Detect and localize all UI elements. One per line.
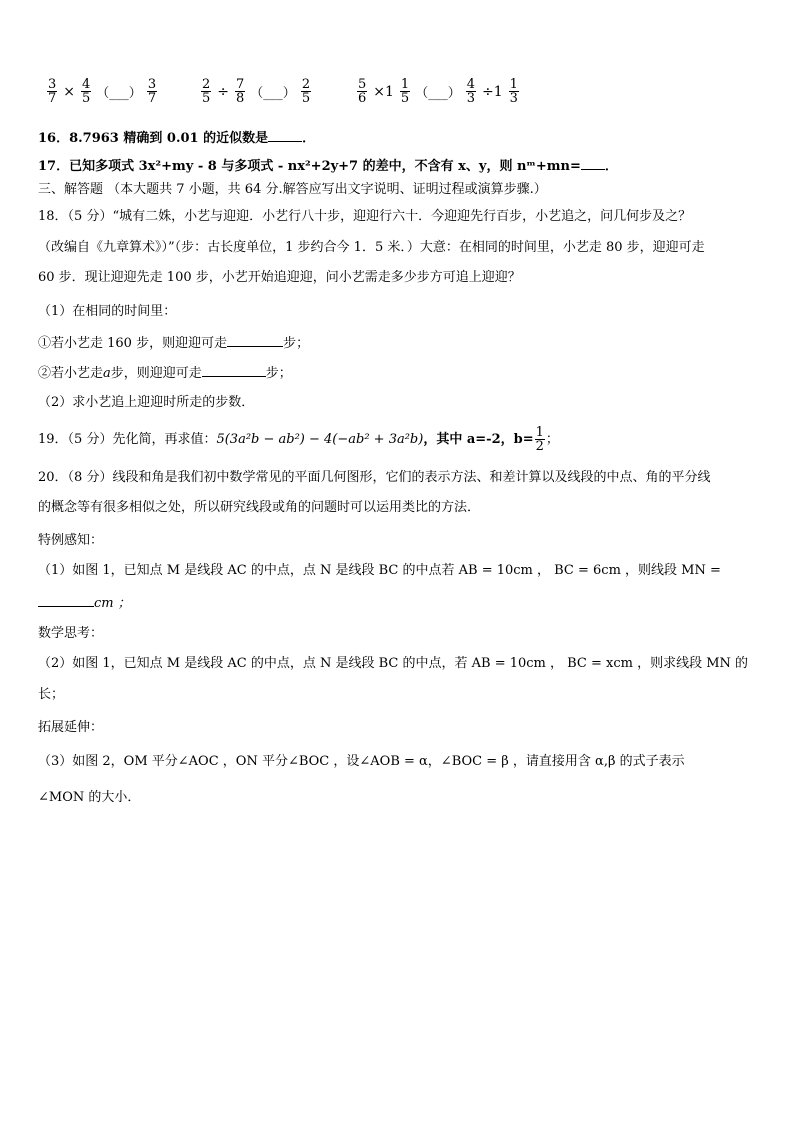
question-20-line-2: 的概念等有很多相似之处，所以研究线段或角的问题时可以运用类比的方法． bbox=[38, 500, 481, 515]
fraction: $\frac{1}{2}$ bbox=[535, 425, 544, 454]
comparison-1 bbox=[46, 78, 158, 105]
fraction: $\frac{2}{5}$ bbox=[301, 77, 311, 106]
question-18-part-2: （2）求小艺追上迎迎时所走的步数． bbox=[38, 395, 255, 410]
subheading-1: 特例感知： bbox=[38, 533, 104, 548]
question-20-part-3-line-2: ∠MON 的大小． bbox=[38, 790, 141, 805]
answer-blank[interactable]: （___） bbox=[415, 86, 461, 101]
operator: × bbox=[63, 83, 76, 100]
variable-a: a bbox=[103, 366, 111, 381]
question-18-part-1: （1）在相同的时间里： bbox=[38, 304, 177, 319]
fraction: $\frac{1}{5}$ bbox=[400, 77, 410, 106]
question-19: 19．（5 分）先化简，再求值： 5(3a²b − ab²) − 4(−ab² + 3a²b) ，其中 a=-2，b= $\frac{1}{2}$ ； bbox=[38, 425, 559, 454]
operator: ÷1 bbox=[482, 83, 503, 100]
fraction: $\frac{4}{5}$ bbox=[82, 77, 91, 106]
comparison-2 bbox=[200, 78, 312, 105]
operator: ×1 bbox=[373, 83, 394, 100]
fraction: $\frac{7}{8}$ bbox=[236, 77, 245, 106]
answer-blank[interactable]: （___） bbox=[250, 86, 296, 101]
answer-blank[interactable] bbox=[38, 592, 94, 607]
operator: ÷ bbox=[217, 83, 230, 100]
question-20-line-1: 20．（8 分）线段和角是我们初中数学常见的平面几何图形，它们的表示方法、和差计算以及线段的中点、角的平分线 bbox=[38, 470, 711, 485]
fraction: $\frac{4}{3}$ bbox=[466, 77, 475, 106]
question-20-part-3-line-1: （3）如图 2，OM 平分∠AOC ，ON 平分∠BOC ，设∠AOB = α，∠BOC = β ，请直接用含 α,β 的式子表示 bbox=[38, 754, 685, 769]
question-18-part-1b: ②若小艺走a步，则迎迎可走 步； bbox=[38, 362, 758, 384]
question-20-part-2-line-1: （2）如图 1，已知点 M 是线段 AC 的中点，点 N 是线段 BC 的中点，若 AB = 10cm ， BC = xcm ，则求线段 MN 的 bbox=[38, 656, 749, 671]
question-20-part-1: （1）如图 1，已知点 M 是线段 AC 的中点，点 N 是线段 BC 的中点若 AB = 10cm ， BC = 6cm ，则线段 MN = bbox=[38, 563, 721, 578]
question-18-line-3: 60 步．现让迎迎先走 100 步，小艺开始追迎迎，问小艺需走多少步方可追上迎迎？ bbox=[38, 270, 521, 285]
section-heading: 三、解答题 （本大题共 7 小题，共 64 分.解答应写出文字说明、证明过程或演算步骤.） bbox=[38, 182, 547, 197]
question-16: 16．8.7963 精确到 0.01 的近似数是 ． bbox=[38, 127, 758, 149]
answer-blank[interactable] bbox=[268, 127, 302, 142]
comparison-3 bbox=[356, 78, 520, 105]
answer-blank[interactable] bbox=[581, 155, 605, 170]
fraction: $\frac{5}{6}$ bbox=[358, 77, 367, 106]
answer-blank[interactable]: （___） bbox=[96, 86, 142, 101]
fraction: $\frac{1}{3}$ bbox=[509, 77, 518, 106]
answer-blank[interactable] bbox=[227, 332, 283, 347]
subheading-2: 数学思考： bbox=[38, 626, 104, 641]
fraction: $\frac{2}{5}$ bbox=[202, 77, 211, 106]
question-18-part-1a: ①若小艺走 160 步，则迎迎可走 步； bbox=[38, 332, 758, 354]
fraction: $\frac{3}{7}$ bbox=[147, 77, 157, 106]
expression: 5(3a²b − ab²) − 4(−ab² + 3a²b) bbox=[216, 431, 424, 447]
question-20-part-1-answer: cm ； bbox=[38, 592, 758, 614]
question-20-part-2-line-2: 长； bbox=[38, 687, 65, 702]
subheading-3: 拓展延伸： bbox=[38, 720, 104, 735]
answer-blank[interactable] bbox=[202, 362, 266, 377]
question-18-line-1: 18．（5 分）“城有二姝，小艺与迎迎．小艺行八十步，迎迎行六十．今迎迎先行百步，小艺追之，问几何步及之？ bbox=[38, 209, 692, 224]
question-18-line-2: （改编自《九章算术》）”（步：古长度单位，1 步约合今 1．5 米．）大意：在相同的时间里，小艺走 80 步，迎迎可走 bbox=[38, 240, 705, 255]
fraction: $\frac{3}{7}$ bbox=[48, 77, 57, 106]
question-17: 17．已知多项式 3x²+my - 8 与多项式 - nx²+2y+7 的差中，不含有 x、y，则 nᵐ+mn= ． bbox=[38, 155, 758, 177]
